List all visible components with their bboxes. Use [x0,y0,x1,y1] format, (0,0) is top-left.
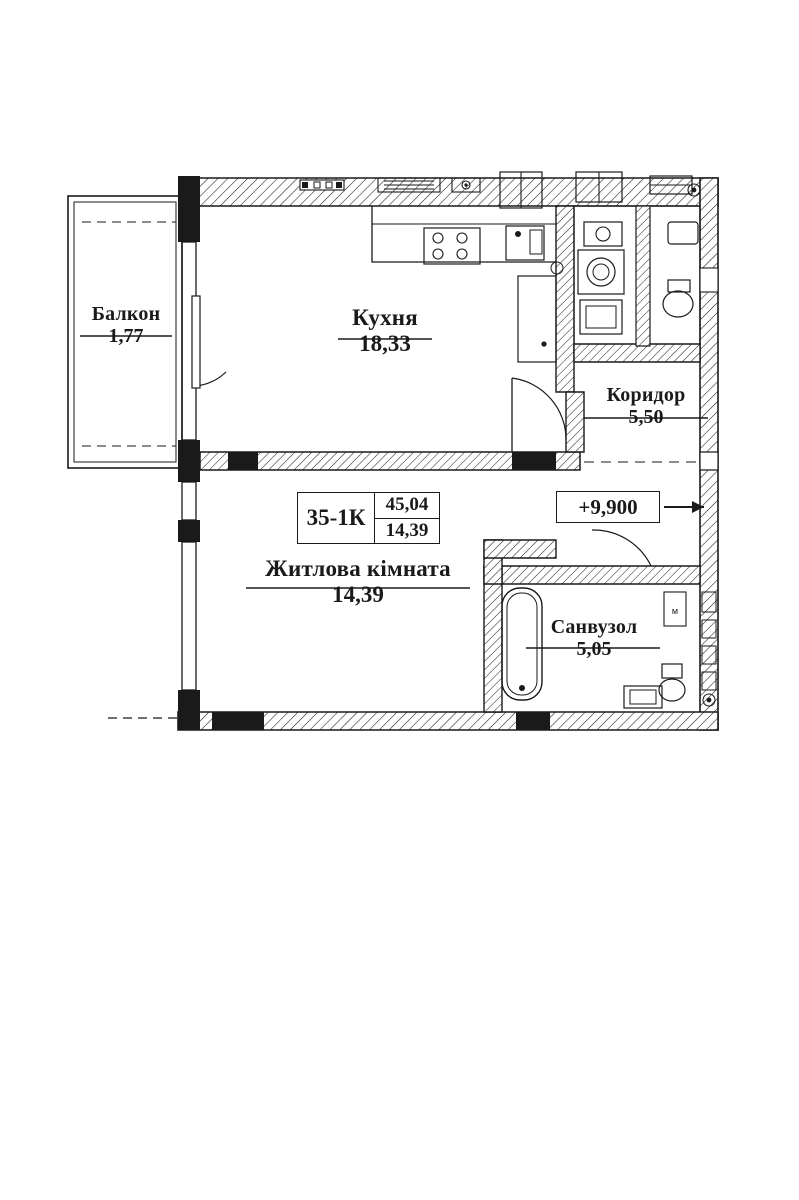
apartment-code: 35-1К [298,493,375,543]
room-area: 5,50 [628,406,664,429]
room-name: Кухня [352,305,418,330]
room-name: Коридор [606,384,686,406]
apartment-type-box [297,492,440,544]
apartment-areas [375,493,439,543]
room-label-corridor [576,384,716,429]
room-label-kitchen [305,305,465,357]
apartment-living-area: 14,39 [385,519,429,541]
room-area: 5,05 [576,638,612,661]
level-marker: +9,900 [556,491,660,523]
room-label-balcony [50,303,202,348]
room-area: 1,77 [108,325,144,348]
room-name: Житлова кімната [265,556,451,581]
room-area: 18,33 [359,330,411,356]
apartment-total-area: 45,04 [375,493,439,519]
room-name: Санвузол [550,616,638,638]
svg-text:м: м [671,606,679,616]
room-name: Балкон [91,303,161,325]
room-label-living-room [238,556,478,608]
room-label-bathroom [520,616,668,661]
room-area: 14,39 [332,581,384,607]
